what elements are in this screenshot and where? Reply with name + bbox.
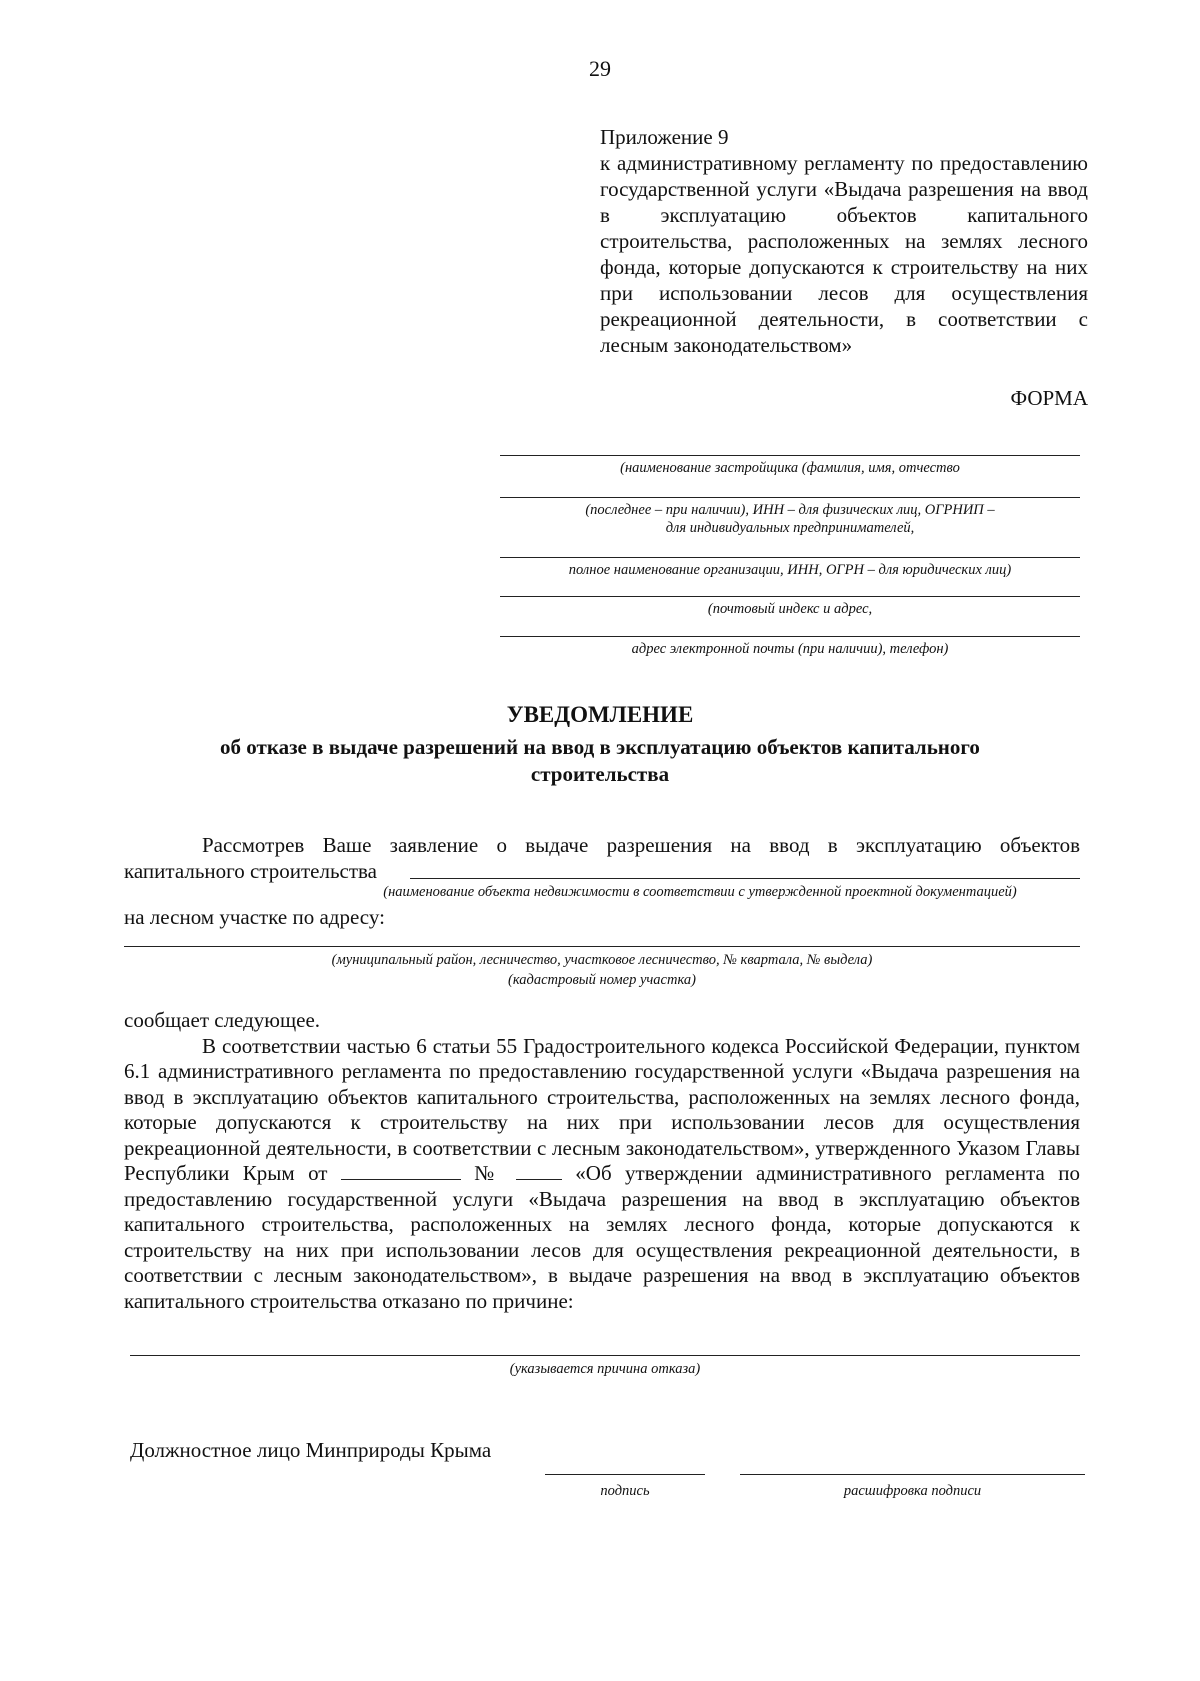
appendix-text: к административному регламенту по предоставлению государственной услуги «Выдача разрешения на ввод в эксплуатацию объектов капитального строительства, расположенных на землях лесного фонда, которые допускаются к строительству на них при использовании лесов для осуществления рекреационной деятельности, в соответствии с лесным законодательством»	[600, 151, 1088, 357]
caption-cadastral: (кадастровый номер участка)	[508, 972, 696, 988]
appendix-title: Приложение 9	[600, 125, 729, 149]
applicant-name-line[interactable]	[500, 455, 1080, 456]
body-text	[124, 1008, 1080, 1314]
refusal-reason-line[interactable]	[130, 1355, 1080, 1356]
caption-object-name: (наименование объекта недвижимости в соответствии с утвержденной проектной документацией)	[383, 884, 1017, 900]
address-line[interactable]	[124, 946, 1080, 947]
signature-line[interactable]	[545, 1474, 705, 1475]
decree-number-field[interactable]	[516, 1161, 562, 1180]
applicant-ids-line[interactable]	[500, 497, 1080, 498]
decree-date-field[interactable]	[341, 1161, 461, 1180]
caption-refusal-reason: (указывается причина отказа)	[509, 1361, 701, 1377]
appendix-block	[600, 124, 1088, 358]
caption-applicant-name: (наименование застройщика (фамилия, имя, отчество	[620, 460, 960, 476]
contact-line[interactable]	[500, 636, 1080, 637]
form-label: ФОРМА	[1010, 386, 1088, 410]
caption-signature: подпись	[600, 1483, 650, 1499]
number-sign: №	[474, 1161, 503, 1185]
caption-contact: адрес электронной почты (при наличии), телефон)	[631, 641, 949, 657]
caption-signature-decode: расшифровка подписи	[843, 1483, 982, 1499]
notice-subtitle: об отказе в выдаче разрешений на ввод в эксплуатацию объектов капитального строительства	[220, 735, 980, 786]
intro-line-1: Рассмотрев Ваше заявление о выдаче разрешения на ввод в эксплуатацию объектов	[202, 833, 1080, 857]
main-text-2: «Об утверждении административного регламента по предоставлению государственной услуги «Выдача разрешения на ввод в эксплуатацию объектов капитального строительства, расположенных на землях лесного фонда, которые допускаются к строительству на них при использовании лесов для осуществления рекреационной деятельности, в соответствии с лесным законодательством», в выдаче разрешения на ввод в эксплуатацию объектов капитального строительства отказано по причине:	[124, 1161, 1080, 1313]
organization-line[interactable]	[500, 557, 1080, 558]
signature-decode-line[interactable]	[740, 1474, 1085, 1475]
main-text-1: В соответствии частью 6 статьи 55 Градостроительного кодекса Российской Федерации, пунктом 6.1 административного регламента по предоставлению государственной услуги «Выдача разрешения на ввод в эксплуатацию объектов капитального строительства, расположенных на землях лесного фонда, которые допускаются к строительству на них при использовании лесов для осуществления рекреационной деятельности, в соответствии с лесным законодательством», утвержденного Указом Главы Республики Крым от	[124, 1033, 1080, 1185]
reports-line: сообщает следующее.	[124, 1008, 321, 1032]
object-name-line[interactable]	[410, 878, 1080, 879]
caption-applicant-ids: (последнее – при наличии), ИНН – для физических лиц, ОГРНИП –	[585, 502, 995, 518]
caption-entrepreneurs: для индивидуальных предпринимателей,	[665, 520, 915, 536]
official-label: Должностное лицо Минприроды Крыма	[130, 1438, 492, 1462]
address-label: на лесном участке по адресу:	[124, 905, 385, 929]
notice-title: УВЕДОМЛЕНИЕ	[506, 702, 694, 727]
main-paragraph	[124, 1034, 1080, 1315]
page-number: 29	[589, 56, 611, 81]
caption-organization: полное наименование организации, ИНН, ОГРН – для юридических лиц)	[568, 562, 1012, 578]
caption-address: (муниципальный район, лесничество, участковое лесничество, № квартала, № выдела)	[331, 952, 873, 968]
caption-postal-address: (почтовый индекс и адрес,	[707, 601, 873, 617]
intro-line-2: капитального строительства	[124, 859, 377, 883]
postal-address-line[interactable]	[500, 596, 1080, 597]
